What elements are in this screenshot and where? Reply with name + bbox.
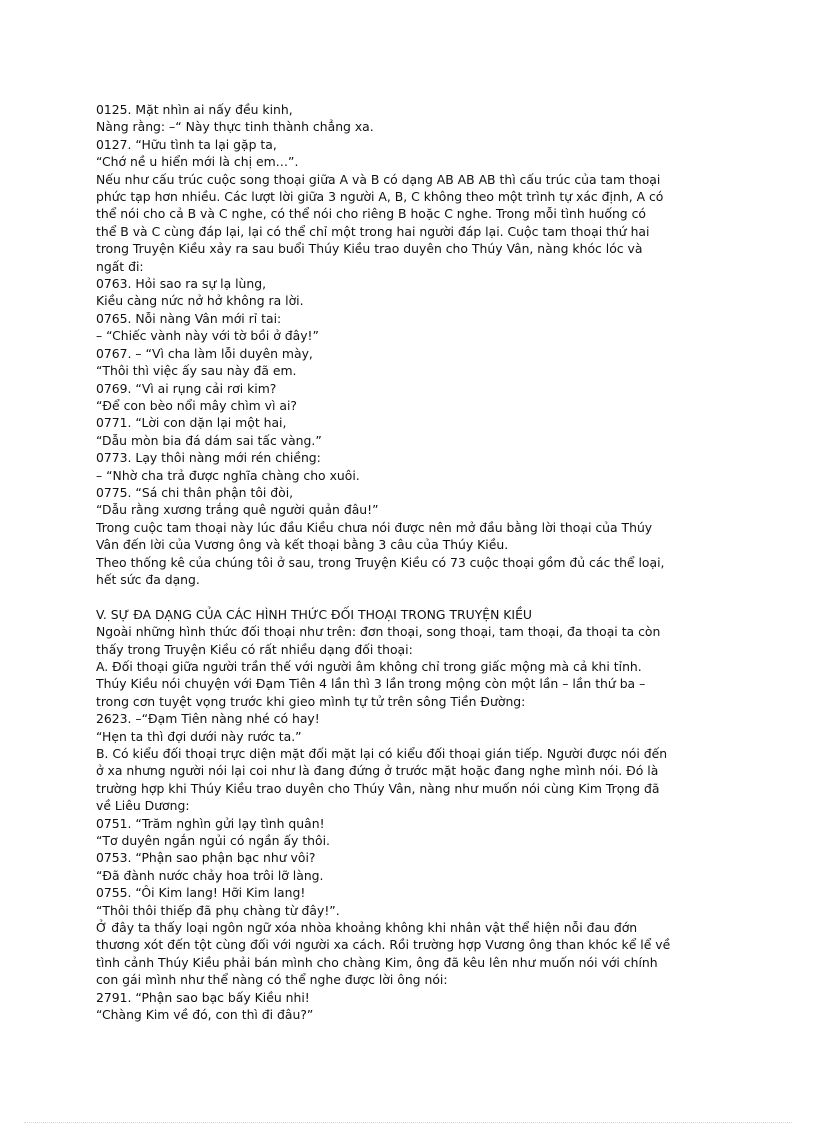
text-line: trường hợp khi Thúy Kiều trao duyên cho Thúy Vân, nàng như muốn nói cùng Kim Trọng đã <box>96 780 660 796</box>
text-line: 0771. “Lời con dặn lại một hai, <box>96 415 287 431</box>
text-line: 0125. Mặt nhìn ai nấy đều kinh, <box>96 102 293 117</box>
text-line: ở xa nhưng người nói lại coi như là đang đứng ở trước mặt hoặc đang nghe mình nói. Đó là <box>96 763 659 779</box>
text-line: B. Có kiểu đối thoại trực diện mặt đối mặt lại có kiểu đối thoại gián tiếp. Người được nói đến <box>96 746 668 762</box>
text-line: “Đã đành nước chảy hoa trôi lỡ làng. <box>96 867 324 883</box>
text-line: Kiều càng nức nở hở không ra lời. <box>96 293 304 309</box>
text-line: – “Chiếc vành này với tờ bồi ở đây!” <box>96 328 319 344</box>
text-line: Nếu như cấu trúc cuộc song thoại giữa A và B có dạng AB AB AB thì cấu trúc của tam thoại <box>96 171 661 187</box>
text-line: 0769. “Vì ai rụng cải rơi kim? <box>96 380 277 396</box>
text-line: A. Đối thoại giữa người trần thế với người âm không chỉ trong giấc mộng mà cả khi tỉnh. <box>96 658 642 674</box>
text-line: 0765. Nỗi nàng Vân mới rỉ tai: <box>96 310 282 326</box>
text-line: 0775. “Sá chi thân phận tôi đòi, <box>96 484 294 500</box>
text-line: Ở đây ta thấy loại ngôn ngữ xóa nhòa khoảng không khi nhân vật thể hiện nỗi đau đớn <box>96 920 638 936</box>
text-line: thể nói cho cả B và C nghe, có thể nói cho riêng B hoặc C nghe. Trong mỗi tình huống có <box>96 206 647 222</box>
text-line: Nàng rằng: –“ Này thực tinh thành chẳng xa. <box>96 119 374 135</box>
text-line: Ngoài những hình thức đối thoại như trên: đơn thoại, song thoại, tam thoại, đa thoại ta còn <box>96 624 661 640</box>
text-line: thể B và C cùng đáp lại, lại có thể chỉ một trong hai người đáp lại. Cuộc tam thoại thứ hai <box>96 223 650 239</box>
text-line: hết sức đa dạng. <box>96 571 200 587</box>
text-line: – “Nhờ cha trả được nghĩa chàng cho xuôi. <box>96 467 360 483</box>
text-line: trong Truyện Kiều xảy ra sau buổi Thúy Kiều trao duyên cho Thúy Vân, nàng khóc lóc và <box>96 241 643 257</box>
text-line: Theo thống kê của chúng tôi ở sau, trong Truyện Kiều có 73 cuộc thoại gồm đủ các thể loại, <box>96 554 665 570</box>
text-line: “Tơ duyên ngắn ngủi có ngần ấy thôi. <box>96 833 331 849</box>
text-line: “Thôi thì việc ấy sau này đã em. <box>96 363 297 379</box>
blank-line <box>96 588 736 605</box>
text-line: 0767. – “Vì cha làm lỗi duyên mày, <box>96 345 313 361</box>
text-line: thấy trong Truyện Kiều có rất nhiều dạng đối thoại: <box>96 641 413 657</box>
text-line: 0753. “Phận sao phận bạc như vôi? <box>96 850 316 866</box>
text-line: 0751. “Trăm nghìn gửi lạy tình quân! <box>96 815 325 831</box>
text-line: trong cơn tuyệt vọng trước khi gieo mình tự tử trên sông Tiền Đường: <box>96 693 526 709</box>
text-line: ngất đi: <box>96 258 144 274</box>
text-line: “Chớ nề u hiển mới là chị em…”. <box>96 154 299 170</box>
document-page <box>96 101 736 1024</box>
text-line: “Dẫu mòn bia đá dám sai tấc vàng.” <box>96 432 322 448</box>
text-line: V. SỰ ĐA DẠNG CỦA CÁC HÌNH THỨC ĐỐI THOẠI TRONG TRUYỆN KIỀU <box>96 606 532 622</box>
text-line: phức tạp hơn nhiều. Các lượt lời giữa 3 người A, B, C không theo một trình tự xác định, A có <box>96 189 664 205</box>
text-line: 0755. “Ôi Kim lang! Hỡi Kim lang! <box>96 885 306 901</box>
text-line: 0127. “Hữu tình ta lại gặp ta, <box>96 136 277 152</box>
text-line: 0763. Hỏi sao ra sự lạ lùng, <box>96 276 267 292</box>
text-line: “Hẹn ta thì đợi dưới này rước ta.” <box>96 728 302 744</box>
text-line: 2623. –“Đạm Tiên nàng nhé có hay! <box>96 711 320 727</box>
text-line: Thúy Kiều nói chuyện với Đạm Tiên 4 lần thì 3 lần trong mộng còn một lần – lần thứ ba – <box>96 676 646 692</box>
text-line: “Để con bèo nổi mây chìm vì ai? <box>96 397 297 413</box>
text-line: Trong cuộc tam thoại này lúc đầu Kiều chưa nói được nên mở đầu bằng lời thoại của Thúy <box>96 519 653 535</box>
text-line: về Liêu Dương: <box>96 798 190 814</box>
text-line: con gái mình như thể nàng có thể nghe được lời ông nói: <box>96 972 448 988</box>
text-line: “Thôi thôi thiếp đã phụ chàng từ đây!”. <box>96 902 340 918</box>
text-line: tình cảnh Thúy Kiều phải bán mình cho chàng Kim, ông đã kêu lên như muốn nói với chính <box>96 954 658 970</box>
text-line: thương xót đến tột cùng đối với người xa cách. Rồi trường hợp Vương ông than khóc kể lể về <box>96 937 671 953</box>
text-line: “Chàng Kim về đó, con thì đi đâu?” <box>96 1007 314 1023</box>
text-line: “Dẫu rằng xương trắng quê người quản đâu!” <box>96 502 379 518</box>
text-line: 0773. Lạy thôi nàng mới rén chiềng: <box>96 450 321 466</box>
text-line: Vân đến lời của Vương ông và kết thoại bằng 3 câu của Thúy Kiều. <box>96 537 509 553</box>
text-line: 2791. “Phận sao bạc bấy Kiều nhi! <box>96 989 310 1005</box>
